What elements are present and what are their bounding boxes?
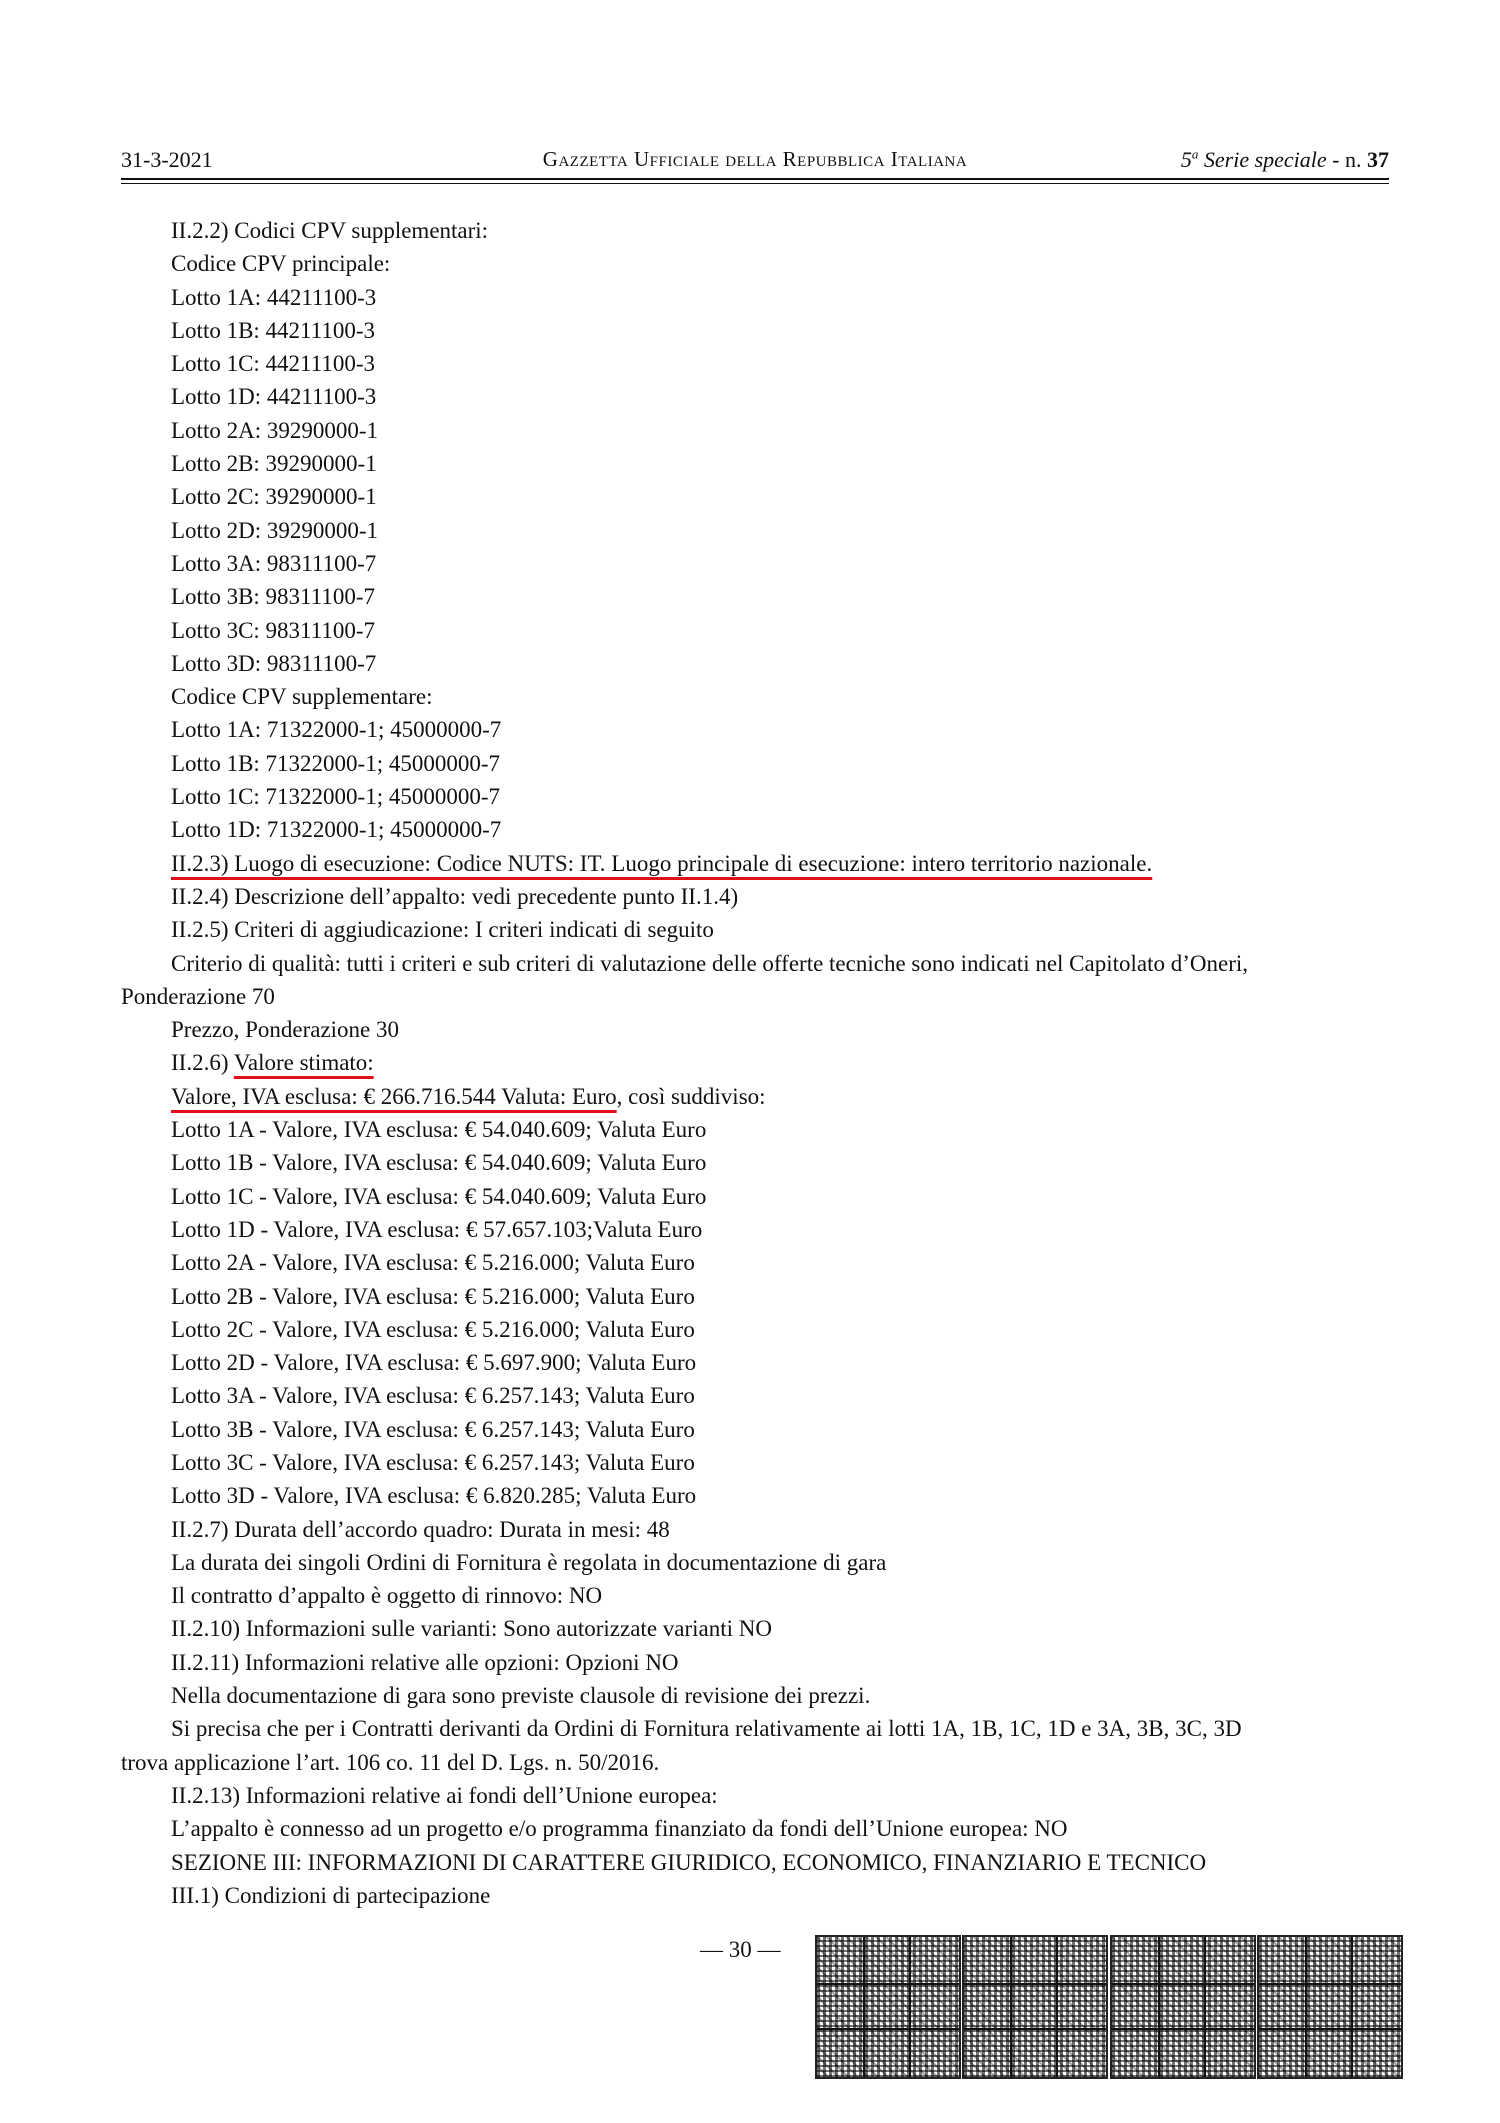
descrizione-line: II.2.4) Descrizione dell’appalto: vedi precedente punto II.1.4) bbox=[171, 883, 739, 909]
serie-text: Serie speciale bbox=[1203, 147, 1327, 172]
text-line: Lotto 2A: 39290000-1 bbox=[171, 417, 378, 443]
prezzo-line: Prezzo, Ponderazione 30 bbox=[171, 1017, 400, 1043]
criterio-qualita-line: Criterio di qualità: tutti i criteri e sub criteri di valutazione delle offerte tecniche sono indicati nel Capitolato d’Oneri, bbox=[171, 950, 1249, 976]
valore-totale-highlight: Valore, IVA esclusa: € 266.716.544 Valuta: Euro bbox=[171, 1083, 617, 1109]
text-line: Lotto 1B: 44211100-3 bbox=[171, 317, 376, 343]
lotto-value-line: Lotto 3C - Valore, IVA esclusa: € 6.257.143; Valuta Euro bbox=[171, 1449, 695, 1475]
lotto-value-line: Lotto 3A - Valore, IVA esclusa: € 6.257.143; Valuta Euro bbox=[171, 1383, 695, 1409]
text-line: Codice CPV principale: bbox=[171, 251, 391, 277]
text-line: L’appalto è connesso ad un progetto e/o programma finanziato da fondi dell’Unione europea: NO bbox=[171, 1816, 1068, 1842]
valore-stimato-highlight: Valore stimato: bbox=[233, 1050, 374, 1076]
text-line: II.2.7) Durata dell’accordo quadro: Durata in mesi: 48 bbox=[171, 1516, 670, 1542]
text-line: II.2.2) Codici CPV supplementari: bbox=[171, 218, 489, 243]
text-line: II.2.13) Informazioni relative ai fondi dell’Unione europea: bbox=[171, 1782, 718, 1808]
valore-stimato-line bbox=[121, 1046, 1389, 1079]
section-heading: SEZIONE III: INFORMAZIONI DI CARATTERE GIURIDICO, ECONOMICO, FINANZIARIO E TECNICO bbox=[171, 1849, 1207, 1875]
document-body bbox=[121, 214, 1389, 1912]
text-line: Il contratto d’appalto è oggetto di rinnovo: NO bbox=[171, 1583, 603, 1609]
page-header bbox=[121, 143, 1389, 179]
gazette-title: Gazzetta Ufficiale della Repubblica Italiana bbox=[542, 147, 968, 171]
contratti-cont: trova applicazione l’art. 106 co. 11 del D. Lgs. n. 50/2016. bbox=[121, 1749, 660, 1775]
criteri-line: II.2.5) Criteri di aggiudicazione: I criteri indicati di seguito bbox=[171, 917, 714, 943]
lotto-value-line: Lotto 2B - Valore, IVA esclusa: € 5.216.000; Valuta Euro bbox=[171, 1283, 695, 1309]
text-line: Lotto 3D: 98311100-7 bbox=[171, 650, 377, 676]
valore-suffix: , così suddiviso: bbox=[616, 1083, 766, 1109]
text-line: Lotto 2C: 39290000-1 bbox=[171, 484, 377, 510]
text-line: III.1) Condizioni di partecipazione bbox=[171, 1882, 491, 1908]
text-line: Lotto 2D: 39290000-1 bbox=[171, 517, 378, 543]
header-rule bbox=[121, 178, 1389, 180]
lotto-value-line: Lotto 2D - Valore, IVA esclusa: € 5.697.900; Valuta Euro bbox=[171, 1350, 697, 1376]
text-line: Lotto 1D: 71322000-1; 45000000-7 bbox=[171, 817, 502, 843]
datamatrix-code-icon bbox=[815, 1935, 961, 2079]
lotto-value-line: Lotto 2C - Valore, IVA esclusa: € 5.216.000; Valuta Euro bbox=[171, 1316, 695, 1342]
lotto-value-line: Lotto 3B - Valore, IVA esclusa: € 6.257.143; Valuta Euro bbox=[171, 1416, 695, 1442]
text-line: La durata dei singoli Ordini di Fornitura è regolata in documentazione di gara bbox=[171, 1549, 887, 1575]
valore-prefix: II.2.6) bbox=[171, 1050, 234, 1076]
luogo-highlight: II.2.3) Luogo di esecuzione: Codice NUTS: IT. Luogo principale di esecuzione: intero territorio nazionale. bbox=[171, 850, 1153, 876]
text-line: Lotto 1D: 44211100-3 bbox=[171, 384, 377, 410]
text-line: Lotto 1A: 71322000-1; 45000000-7 bbox=[171, 717, 502, 743]
lotto-value-line: Lotto 2A - Valore, IVA esclusa: € 5.216.000; Valuta Euro bbox=[171, 1250, 695, 1276]
serie-number: 5 bbox=[1180, 147, 1192, 172]
luogo-line bbox=[121, 847, 1389, 880]
lotto-value-line: Lotto 1B - Valore, IVA esclusa: € 54.040.609; Valuta Euro bbox=[171, 1150, 707, 1176]
issue-info bbox=[1181, 147, 1389, 173]
page-number: — 30 — bbox=[700, 1937, 781, 1962]
text-line: Lotto 1C: 44211100-3 bbox=[171, 351, 376, 377]
text-line: II.2.11) Informazioni relative alle opzioni: Opzioni NO bbox=[171, 1649, 679, 1675]
datamatrix-code-icon bbox=[962, 1935, 1108, 2079]
text-line: Nella documentazione di gara sono previste clausole di revisione dei prezzi. bbox=[171, 1683, 871, 1709]
lotto-value-line: Lotto 1C - Valore, IVA esclusa: € 54.040.609; Valuta Euro bbox=[171, 1183, 707, 1209]
text-line: Lotto 1C: 71322000-1; 45000000-7 bbox=[171, 784, 501, 810]
datamatrix-code-icon bbox=[1110, 1935, 1256, 2079]
text-line: Lotto 3A: 98311100-7 bbox=[171, 550, 377, 576]
text-line: Codice CPV supplementare: bbox=[171, 684, 433, 710]
text-line: Lotto 3C: 98311100-7 bbox=[171, 617, 376, 643]
criterio-qualita-cont: Ponderazione 70 bbox=[121, 983, 275, 1009]
text-line: Lotto 1B: 71322000-1; 45000000-7 bbox=[171, 750, 501, 776]
header-rule-thin bbox=[121, 183, 1389, 184]
lotto-value-line: Lotto 1D - Valore, IVA esclusa: € 57.657.103;Valuta Euro bbox=[171, 1216, 703, 1242]
issue-date: 31-3-2021 bbox=[121, 147, 213, 172]
valore-totale-line bbox=[121, 1080, 1389, 1113]
serie-superscript: a bbox=[1191, 146, 1199, 162]
text-line: Lotto 1A: 44211100-3 bbox=[171, 284, 377, 310]
text-line: Lotto 2B: 39290000-1 bbox=[171, 451, 377, 477]
issue-number: 37 bbox=[1367, 147, 1389, 172]
lotto-value-line: Lotto 3D - Valore, IVA esclusa: € 6.820.285; Valuta Euro bbox=[171, 1483, 697, 1509]
issue-separator: - n. bbox=[1326, 147, 1367, 172]
contratti-line: Si precisa che per i Contratti derivanti da Ordini di Fornitura relativamente ai lotti 1A, 1B, 1C, 1D e 3A, 3B, 3C, 3D bbox=[171, 1716, 1242, 1742]
text-line: II.2.10) Informazioni sulle varianti: Sono autorizzate varianti NO bbox=[171, 1616, 772, 1642]
datamatrix-code-icon bbox=[1257, 1935, 1403, 2079]
text-line: Lotto 3B: 98311100-7 bbox=[171, 584, 376, 610]
lotto-value-line: Lotto 1A - Valore, IVA esclusa: € 54.040.609; Valuta Euro bbox=[171, 1117, 707, 1143]
